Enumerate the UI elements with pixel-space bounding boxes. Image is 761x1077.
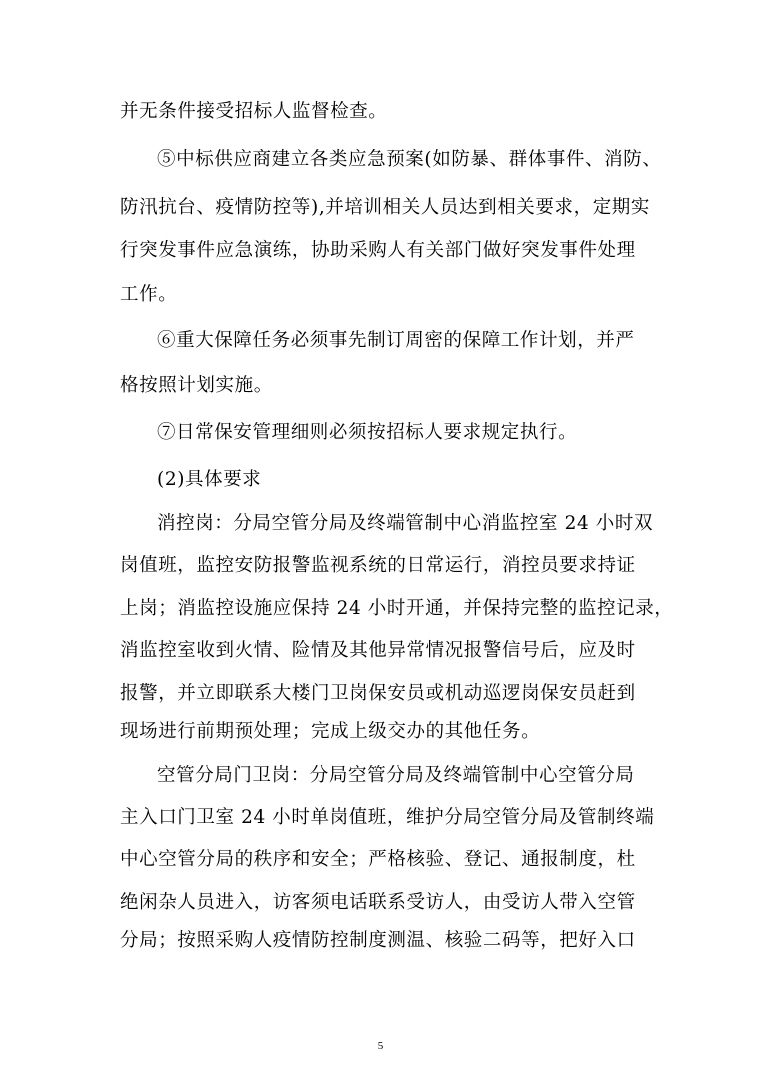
section-heading: (2)具体要求 bbox=[157, 469, 262, 490]
text-line-gate-post: 空管分局门卫岗：分局空管分局及终端管制中心空管分局 bbox=[157, 765, 635, 786]
text-line: 上岗；消监控设施应保持 24 小时开通，并保持完整的监控记录， bbox=[120, 598, 674, 619]
text-line: 报警，并立即联系大楼门卫岗保安员或机动巡逻岗保安员赶到 bbox=[120, 683, 636, 704]
text-line: 防汛抗台、疫情防控等),并培训相关人员达到相关要求，定期实 bbox=[120, 197, 651, 218]
text-line: 格按照计划实施。 bbox=[120, 375, 273, 396]
text-line-item-6: ⑥重大保障任务必须事先制订周密的保障工作计划，并严 bbox=[157, 330, 635, 351]
text-line: 消监控室收到火情、险情及其他异常情况报警信号后，应及时 bbox=[120, 640, 636, 661]
text-line: 行突发事件应急演练，协助采购人有关部门做好突发事件处理 bbox=[120, 240, 636, 261]
text-line: 岗值班，监控安防报警监视系统的日常运行，消控员要求持证 bbox=[120, 555, 636, 576]
text-line: 中心空管分局的秩序和安全；严格核验、登记、通报制度，杜 bbox=[120, 849, 636, 870]
text-line: 分局；按照采购人疫情防控制度测温、核验二码等，把好入口 bbox=[120, 930, 636, 951]
text-line: 主入口门卫室 24 小时单岗值班，维护分局空管分局及管制终端 bbox=[120, 807, 655, 828]
text-line-fire-control-post: 消控岗：分局空管分局及终端管制中心消监控室 24 小时双 bbox=[157, 513, 654, 534]
text-line-item-5: ⑤中标供应商建立各类应急预案(如防暴、群体事件、消防、 bbox=[157, 149, 662, 170]
text-line: 工作。 bbox=[120, 284, 178, 305]
text-line: 绝闲杂人员进入，访客须电话联系受访人，由受访人带入空管 bbox=[120, 892, 636, 913]
text-line: 并无条件接受招标人监督检查。 bbox=[120, 101, 388, 122]
text-line: 现场进行前期预处理；完成上级交办的其他任务。 bbox=[120, 721, 541, 742]
text-line-item-7: ⑦日常保安管理细则必须按招标人要求规定执行。 bbox=[157, 422, 578, 443]
page-number: 5 bbox=[377, 1040, 384, 1052]
